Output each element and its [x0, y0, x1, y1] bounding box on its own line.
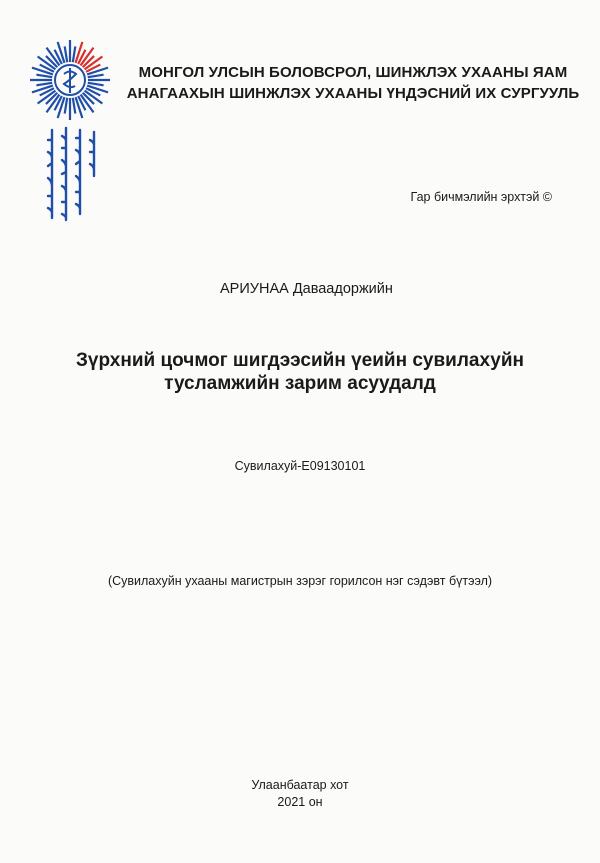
- institution-line-2: АНАГААХЫН ШИНЖЛЭХ УХААНЫ ҮНДЭСНИЙ ИХ СУРГУУЛЬ: [126, 85, 580, 102]
- rights-notice: Гар бичмэлийн эрхтэй ©: [410, 190, 552, 204]
- emblem-ray: [73, 98, 76, 114]
- emblem-ray: [36, 83, 52, 86]
- thesis-title: [40, 349, 560, 395]
- institution-line-1: МОНГОЛ УЛСЫН БОЛОВСРОЛ, ШИНЖЛЭХ УХААНЫ ЯАМ: [138, 64, 568, 81]
- emblem-ray: [65, 46, 68, 62]
- thesis-title-line-1: Зүрхний цочмог шигдээсийн үеийн сувилахуйн: [75, 350, 525, 371]
- place-and-year: [0, 777, 600, 811]
- emblem-ray: [73, 46, 76, 62]
- emblem-ray: [36, 75, 52, 78]
- emblem-ray: [65, 98, 68, 114]
- mongolian-script-emblem: [42, 126, 104, 222]
- place: Улаанбаатар хот: [251, 778, 349, 792]
- specialty-code: Сувилахуй-E09130101: [234, 459, 366, 473]
- year: 2021 он: [277, 795, 323, 809]
- thesis-title-line-2: тусламжийн зарим асуудалд: [164, 373, 436, 394]
- institution-name: [118, 62, 588, 104]
- degree-note: (Сувилахуйн ухааны магистрын зэрэг горилсон нэг сэдэвт бүтээл): [107, 574, 493, 588]
- author-name: АРИУНАА Даваадоржийн: [220, 281, 393, 297]
- emblem-ray: [88, 75, 104, 78]
- university-emblem-icon: [28, 38, 112, 122]
- emblem-ray: [88, 83, 104, 86]
